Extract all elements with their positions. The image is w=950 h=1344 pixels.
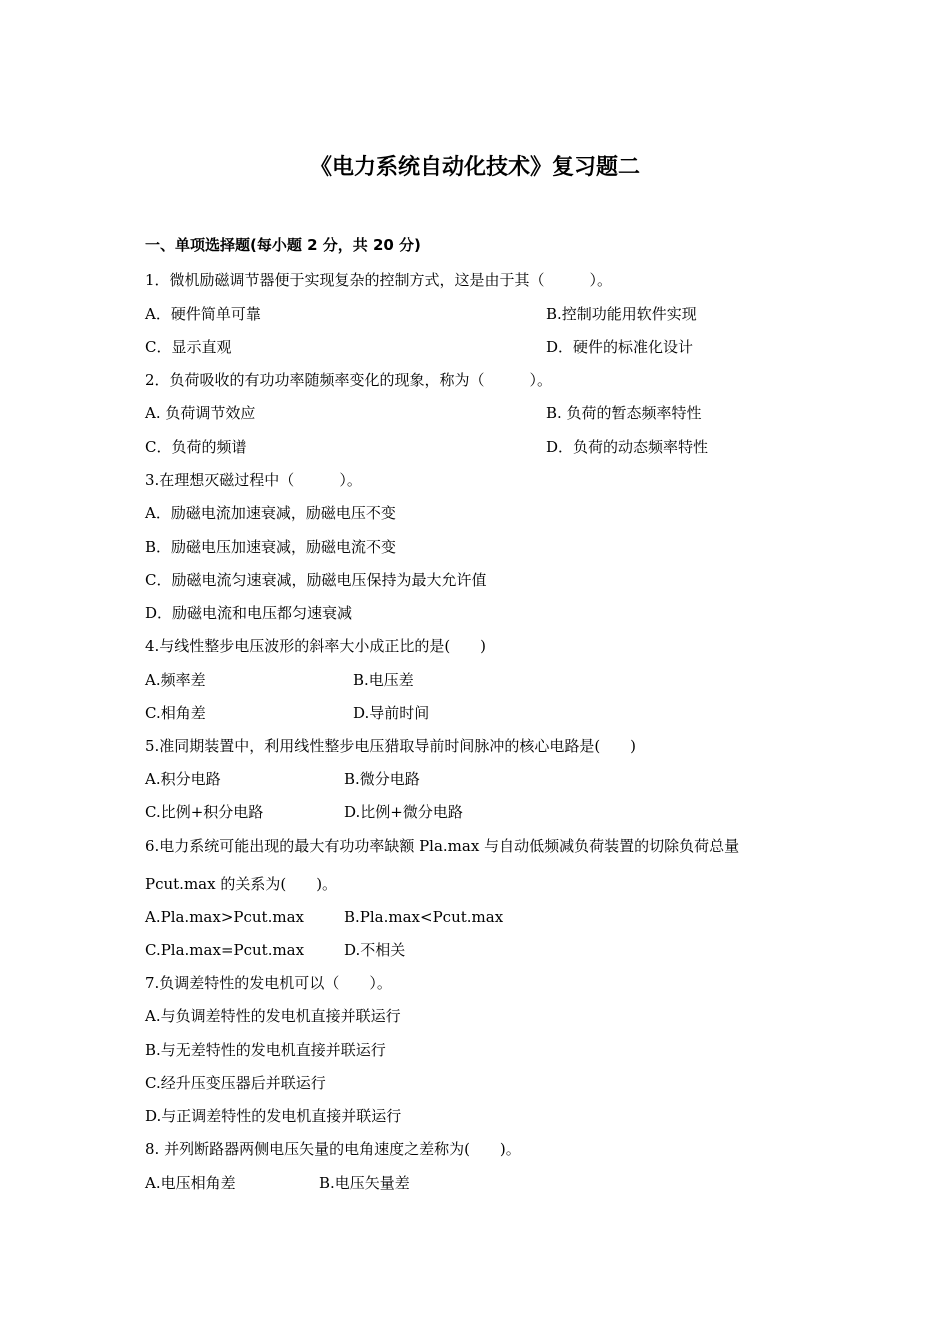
q1-option-a: A．硬件简单可靠 <box>145 305 261 323</box>
q5-stem: 5.准同期装置中，利用线性整步电压猎取导前时间脉冲的核心电路是( ) <box>145 737 637 755</box>
q5-option-a: A.积分电路 <box>145 770 221 788</box>
q8-option-b: B.电压矢量差 <box>319 1174 410 1192</box>
q3-option-b: B．励磁电压加速衰减，励磁电流不变 <box>145 538 397 556</box>
q7-option-d: D.与正调差特性的发电机直接并联运行 <box>145 1107 402 1125</box>
q1-option-d: D．硬件的标准化设计 <box>546 338 694 356</box>
q5-option-d: D.比例+微分电路 <box>344 803 463 821</box>
q2-stem: 2．负荷吸收的有功功率随频率变化的现象，称为（ ）。 <box>145 371 553 389</box>
q8-stem: 8. 并列断路器两侧电压矢量的电角速度之差称为( )。 <box>145 1140 521 1158</box>
section-heading: 一、单项选择题(每小题 2 分，共 20 分) <box>145 236 421 254</box>
q4-stem: 4.与线性整步电压波形的斜率大小成正比的是( ) <box>145 637 487 655</box>
q7-option-b: B.与无差特性的发电机直接并联运行 <box>145 1041 386 1059</box>
q1-stem: 1．微机励磁调节器便于实现复杂的控制方式，这是由于其（ ）。 <box>145 271 613 289</box>
q8-option-a: A.电压相角差 <box>145 1174 236 1192</box>
q3-option-d: D．励磁电流和电压都匀速衰减 <box>145 604 353 622</box>
q1-option-b: B.控制功能用软件实现 <box>546 305 697 323</box>
q5-option-b: B.微分电路 <box>344 770 420 788</box>
q6-stem-line1: 6.电力系统可能出现的最大有功功率缺额 Pla.max 与自动低频减负荷装置的切除负荷总量 <box>145 837 740 855</box>
q3-option-a: A．励磁电流加速衰减，励磁电压不变 <box>145 504 396 522</box>
q2-option-c: C．负荷的频谱 <box>145 438 247 456</box>
q6-option-c: C.Pla.max=Pcut.max <box>145 941 305 959</box>
q3-option-c: C．励磁电流匀速衰减，励磁电压保持为最大允许值 <box>145 571 487 589</box>
q7-option-a: A.与负调差特性的发电机直接并联运行 <box>145 1007 401 1025</box>
q7-option-c: C.经升压变压器后并联运行 <box>145 1074 326 1092</box>
q2-option-d: D．负荷的动态频率特性 <box>546 438 709 456</box>
document-title: 《电力系统自动化技术》复习题二 <box>309 155 640 180</box>
q4-option-c: C.相角差 <box>145 704 206 722</box>
q2-option-b: B. 负荷的暂态频率特性 <box>546 404 702 422</box>
q3-stem: 3.在理想灭磁过程中（ ）。 <box>145 471 362 489</box>
q6-option-d: D.不相关 <box>344 941 406 959</box>
q6-option-a: A.Pla.max>Pcut.max <box>145 908 304 926</box>
q6-stem-line2: Pcut.max 的关系为( )。 <box>145 875 338 893</box>
q1-option-c: C．显示直观 <box>145 338 232 356</box>
q2-option-a: A. 负荷调节效应 <box>145 404 256 422</box>
q4-option-d: D.导前时间 <box>353 704 430 722</box>
q6-option-b: B.Pla.max<Pcut.max <box>344 908 504 926</box>
q4-option-b: B.电压差 <box>353 671 414 689</box>
q4-option-a: A.频率差 <box>145 671 206 689</box>
q7-stem: 7.负调差特性的发电机可以（ ）。 <box>145 974 392 992</box>
q5-option-c: C.比例+积分电路 <box>145 803 264 821</box>
